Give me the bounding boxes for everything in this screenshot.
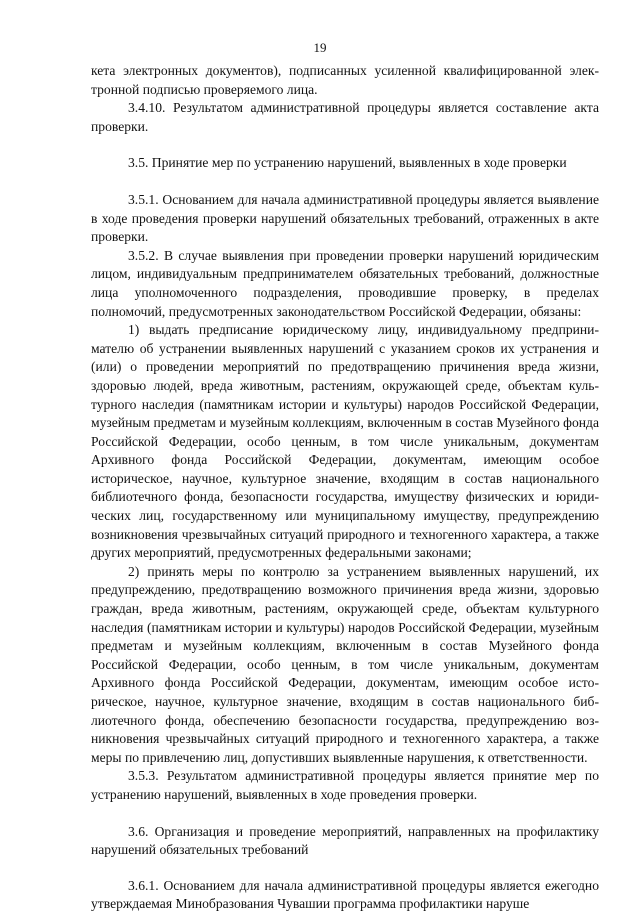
page-number: 19 [313,40,327,55]
section-heading-3-6: 3.6. Организация и проведение мероприятий, направленных на профилактику нарушений обязательных требований [91,823,599,858]
spacer [91,860,599,877]
paragraph-3-5-2: 3.5.2. В случае выявления при проведении проверки нарушений юридическим лицом, индивидуальным предпринимателем обязательных требований, должностные лица уполномоченного подразделения, проводившие проверку, в пределах полномочий, предусмотренных законодательством Российской Федерации, обязаны: [91,247,599,319]
spacer [91,805,599,823]
document-body [91,62,599,914]
list-item-1: 1) выдать предписание юридическому лицу, индивидуальному предпринимателю об устранении выявленных нарушений с указанием сроков их устранения и (или) о проведении мероприятий по предотвращению причинения вреда жизни, здоровью людей, вреда животным, растениям, окружающей среде, объектам культурного наследия (памятникам истории и культуры) народов Российской Федерации, музейным предметам и музейным коллекциям, включенным в состав Музейного фонда Российской Федерации, особо ценным, в том числе уникальным, документам Архивного фонда Российской Федерации, документам, имеющим особое историческое, научное, культурное значение, входящим в состав национального библиотечного фонда, безопасности государства, имуществу физических и юридических лиц, государственному или муниципальному имуществу, предупреждению возникновения чрезвычайных ситуаций природного и техногенного характера, а также других мероприятий, предусмотренных федеральными законами; [91,322,599,561]
paragraph-3-4-10: 3.4.10. Результатом административной процедуры является составление акта проверки. [91,100,599,134]
list-item-2: 2) принять меры по контролю за устранением выявленных нарушений, их предупреждению, предотвращению возможного причинения вреда жизни, здоровью граждан, вреда животным, растениям, окружающей среде, объектам культурного наследия (памятникам истории и культуры) народов Российской Федерации, музейным предметам и музейным коллекциям, включенным в состав Музейного фонда Российской Федерации, особо ценным, в том числе уникальным, документам Архивного фонда Российской Федерации, документам, имеющим особое историческое, научное, культурное значение, входящим в состав национального библиотечного фонда, обеспечению безопасности государства, предупреждению возникновения чрезвычайных ситуаций природного и техногенного характера, а также меры по привлечению лиц, допустивших выявленные нарушения, к ответственности. [91,563,599,765]
paragraph-3-6-1: 3.6.1. Основанием для начала административной процедуры является ежегодно утверждаемая Минобразования Чувашии программа профилактики наруше [91,877,599,912]
spacer [91,173,599,191]
section-heading-3-5: 3.5. Принятие мер по устранению нарушений, выявленных в ходе проверки [128,155,567,171]
paragraph-3-5-3: 3.5.3. Результатом административной процедуры является принятие мер по устранению нарушений, выявленных в ходе проведения проверки. [91,768,599,802]
spacer [91,136,599,154]
paragraph-3-5-1: 3.5.1. Основанием для начала административной процедуры является выявление в ходе проведения проверки нарушений обязательных требований, отраженных в акте проверки. [91,191,599,245]
paragraph-continued: кета электронных документов), подписанных усиленной квалифицированной электронной подписью проверяемого лица. [91,63,599,97]
